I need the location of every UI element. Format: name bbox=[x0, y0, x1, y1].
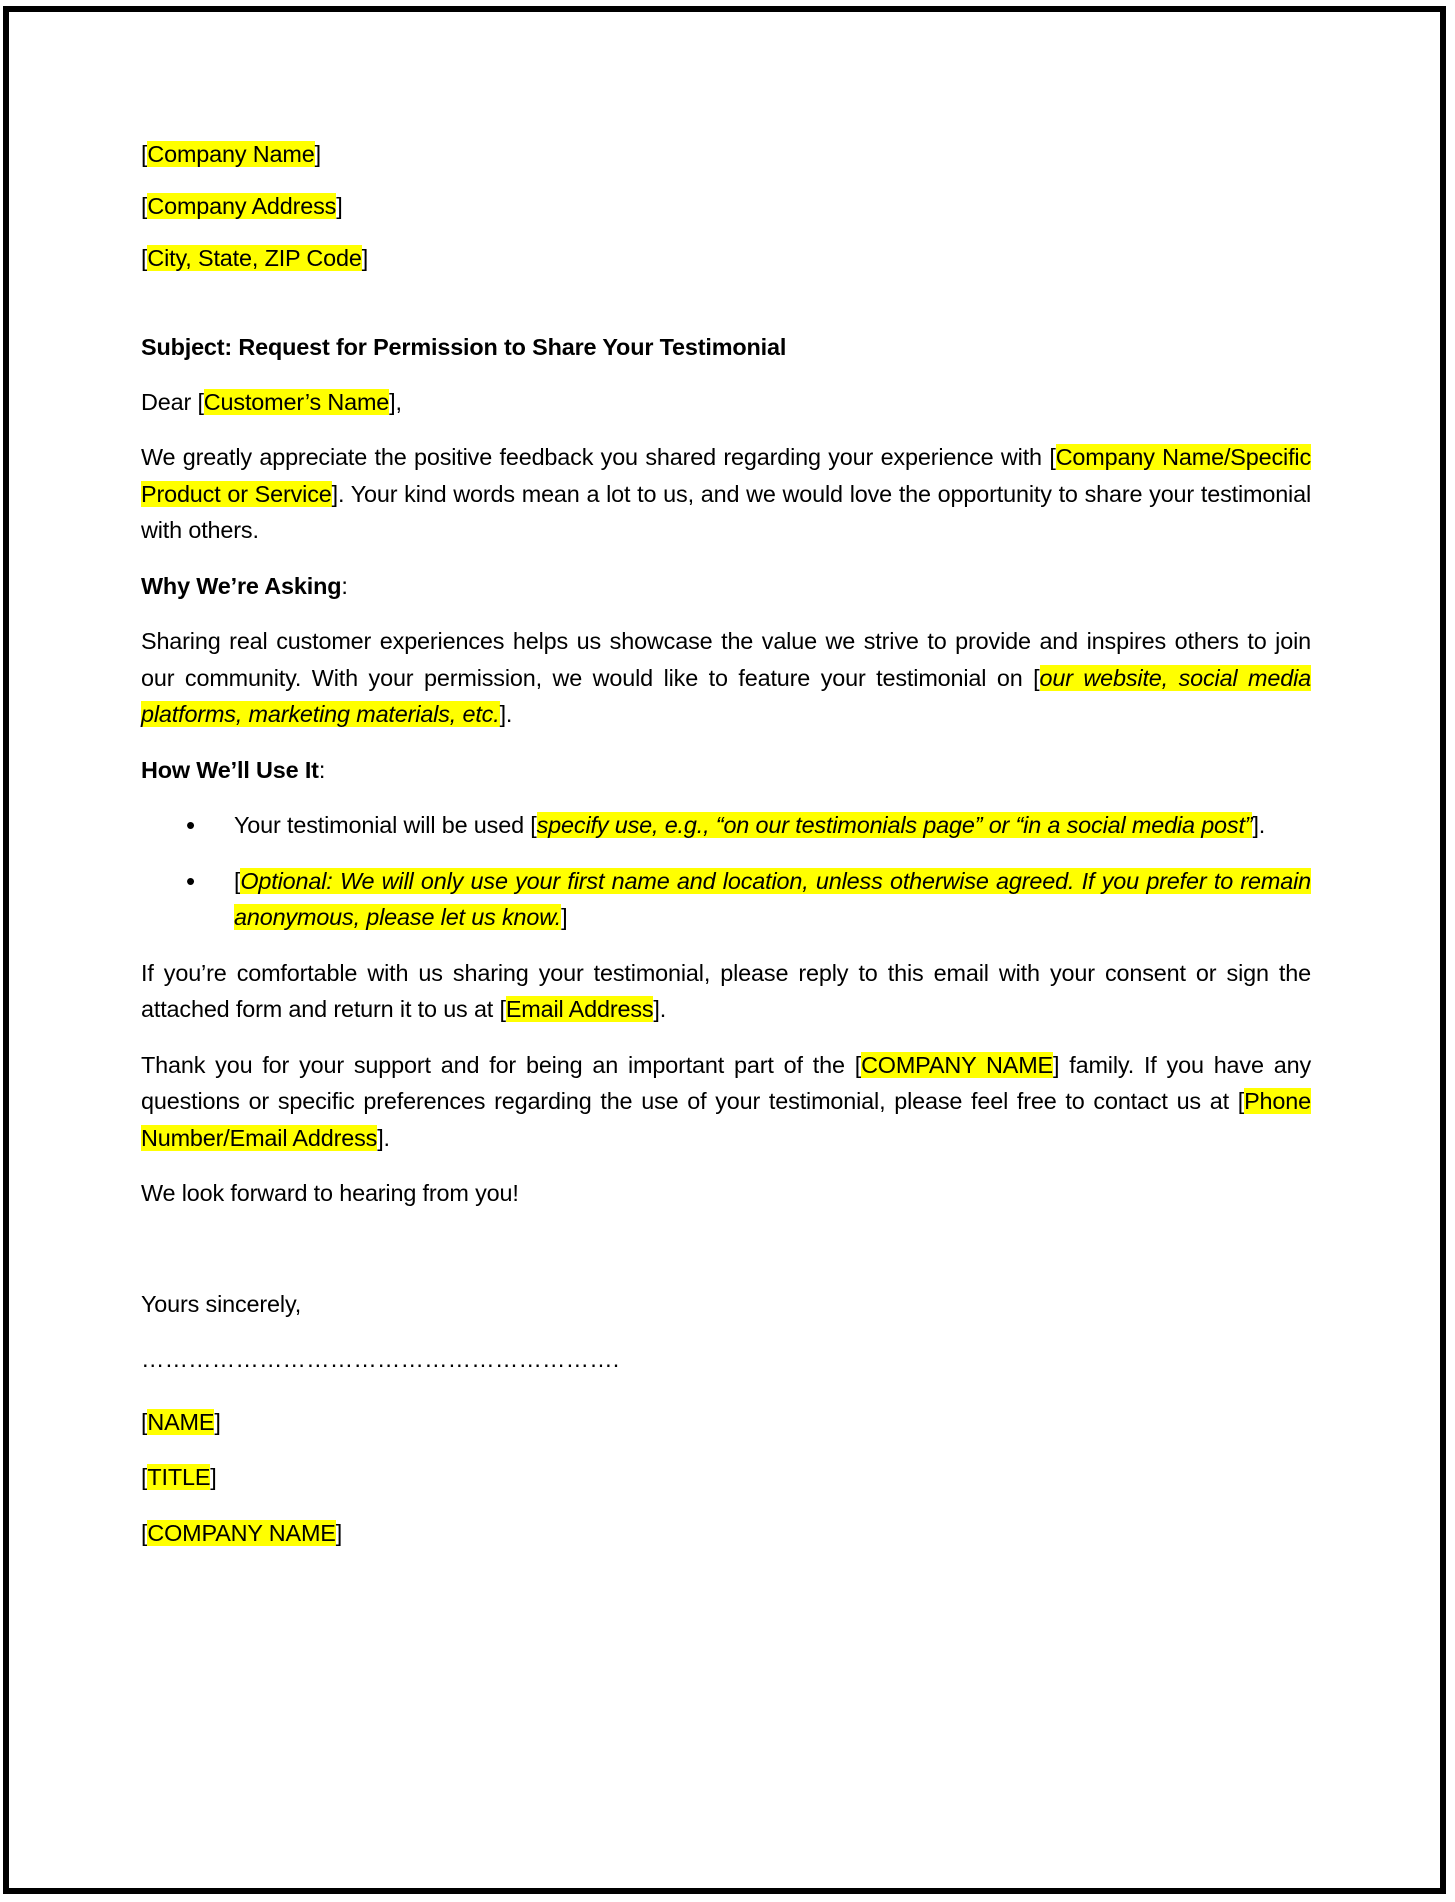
email-address-placeholder: Email Address bbox=[505, 996, 654, 1022]
consent-text-1: If you’re comfortable with us sharing your testimonial, please reply to this email with your consent or sign the attached form and return it to us at [ bbox=[141, 959, 1311, 1022]
how-heading bbox=[141, 752, 1311, 789]
why-text-1: Sharing real customer experiences helps us showcase the value we strive to provide and inspires others to join our community. With your permission, we would like to feature your testimonial on [ bbox=[141, 628, 1311, 691]
letter-body bbox=[141, 136, 1311, 1570]
how-heading-colon: : bbox=[318, 756, 326, 783]
subject-line: Subject: Request for Permission to Share Your Testimonial bbox=[141, 334, 787, 360]
signature-company bbox=[141, 1515, 1311, 1552]
consent-text-2: ]. bbox=[653, 996, 667, 1022]
title-placeholder: TITLE bbox=[147, 1464, 211, 1490]
bracket-close: ] bbox=[335, 1519, 343, 1546]
bracket-close: ] bbox=[314, 141, 321, 167]
why-text-2: ]. bbox=[499, 701, 513, 727]
bullet-1-text-1: Your testimonial will be used [ bbox=[234, 812, 537, 838]
closing-line: Yours sincerely, bbox=[141, 1290, 302, 1317]
customer-name-placeholder: Customer’s Name bbox=[203, 388, 390, 415]
greeting-suffix: ], bbox=[389, 388, 402, 415]
looking-forward-line: We look forward to hearing from you! bbox=[141, 1180, 519, 1206]
why-paragraph bbox=[141, 623, 1311, 733]
product-service-placeholder: Company Name/Specific Product or Service bbox=[141, 444, 1312, 507]
consent-paragraph bbox=[141, 955, 1311, 1028]
thanks-paragraph bbox=[141, 1047, 1311, 1157]
thanks-text-3: ]. bbox=[377, 1124, 390, 1151]
name-placeholder: NAME bbox=[147, 1408, 215, 1435]
signature-dotted-line: ……………………………………………………. bbox=[141, 1346, 620, 1372]
bracket-open: [ bbox=[141, 1408, 148, 1435]
phone-email-placeholder: Phone Number/Email Address bbox=[141, 1088, 1311, 1151]
address-company-address bbox=[141, 188, 1311, 224]
intro-paragraph bbox=[141, 439, 1311, 549]
company-name-upper-placeholder: COMPANY NAME bbox=[861, 1051, 1053, 1078]
thanks-text-2: ] family. If you have any questions or specific preferences regarding the use of your testimonial, please feel free to contact us at [ bbox=[141, 1051, 1311, 1114]
why-heading-colon: : bbox=[341, 572, 348, 599]
bracket-close: ] bbox=[336, 193, 343, 219]
bullet-2-text-1: [ bbox=[234, 867, 241, 894]
bracket-close: ] bbox=[210, 1464, 217, 1490]
intro-text-2: ]. Your kind words mean a lot to us, and we would love the opportunity to share your testimonial with others. bbox=[141, 480, 1312, 543]
address-city-state-zip bbox=[141, 240, 1311, 276]
greeting-prefix: Dear [ bbox=[141, 388, 204, 415]
bracket-open: [ bbox=[141, 1464, 148, 1490]
channels-placeholder: our website, social media platforms, marketing materials, etc. bbox=[141, 664, 1311, 727]
bracket-close: ] bbox=[214, 1408, 221, 1435]
bracket-open: [ bbox=[141, 1519, 148, 1546]
company-name-placeholder: Company Name bbox=[147, 141, 315, 167]
intro-text-1: We greatly appreciate the positive feedback you shared regarding your experience with [ bbox=[141, 444, 1056, 470]
city-state-zip-placeholder: City, State, ZIP Code bbox=[147, 245, 362, 271]
bullet-icon: • bbox=[186, 865, 195, 896]
how-heading-text: How We’ll Use It bbox=[141, 756, 319, 783]
address-company-name bbox=[141, 136, 1311, 172]
how-bullet-list bbox=[141, 807, 1311, 936]
why-heading bbox=[141, 568, 1311, 605]
bullet-2-text-2: ] bbox=[561, 904, 568, 930]
signature-company-placeholder: COMPANY NAME bbox=[147, 1519, 336, 1546]
list-item bbox=[141, 863, 1311, 936]
use-placeholder: specify use, e.g., “on our testimonials page” or “in a social media post” bbox=[536, 812, 1253, 838]
bullet-icon: • bbox=[186, 810, 195, 840]
list-item bbox=[141, 807, 1311, 844]
bracket-open: [ bbox=[141, 141, 148, 167]
optional-placeholder: Optional: We will only use your first name and location, unless otherwise agreed. If you prefer to remain anonymous, please let us know. bbox=[234, 867, 1311, 930]
company-address-placeholder: Company Address bbox=[147, 193, 337, 219]
bracket-close: ] bbox=[361, 245, 369, 271]
signature-name bbox=[141, 1404, 1311, 1441]
signature-title bbox=[141, 1459, 1311, 1496]
why-heading-text: Why We’re Asking bbox=[141, 572, 342, 599]
greeting bbox=[141, 384, 1311, 421]
bracket-open: [ bbox=[141, 193, 148, 219]
thanks-text-1: Thank you for your support and for being an important part of the [ bbox=[141, 1051, 862, 1078]
bullet-1-text-2: ]. bbox=[1252, 812, 1266, 838]
bracket-open: [ bbox=[141, 245, 148, 271]
